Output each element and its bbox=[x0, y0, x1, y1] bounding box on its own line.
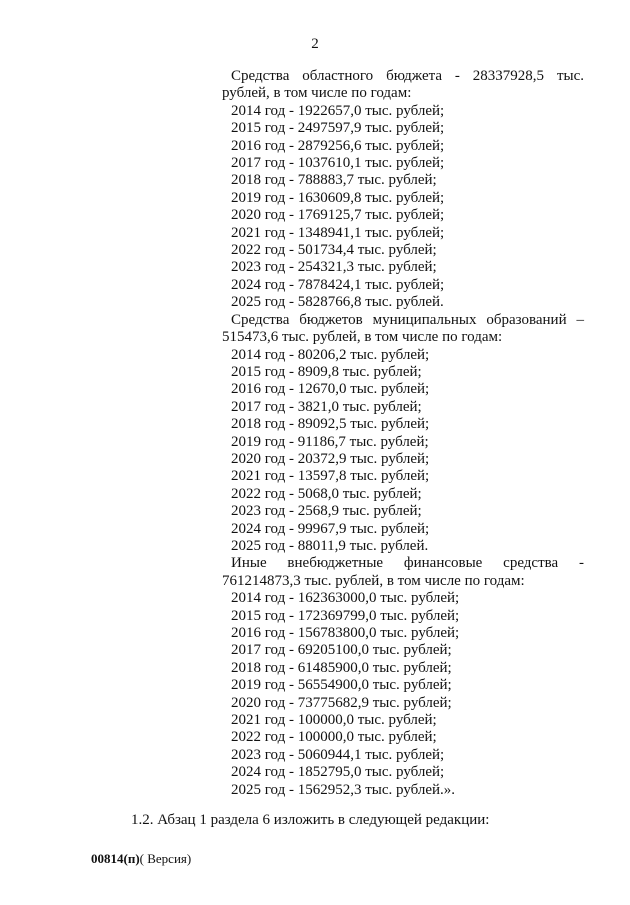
year-item: 2015 год - 2497597,9 тыс. рублей; bbox=[231, 120, 445, 137]
year-item: 2018 год - 61485900,0 тыс. рублей; bbox=[231, 659, 452, 676]
page-number: 2 bbox=[311, 36, 319, 52]
funding-content bbox=[222, 68, 584, 799]
document-version: ( Версия) bbox=[139, 851, 192, 866]
section-heading-continuation: 761214873,3 тыс. рублей, в том числе по годам: bbox=[222, 572, 525, 589]
year-item: 2014 год - 1922657,0 тыс. рублей; bbox=[231, 102, 445, 119]
year-item: 2021 год - 100000,0 тыс. рублей; bbox=[231, 712, 437, 729]
year-item: 2019 год - 1630609,8 тыс. рублей; bbox=[231, 189, 445, 206]
document-footer bbox=[91, 851, 191, 867]
year-item: 2025 год - 1562952,3 тыс. рублей.». bbox=[231, 781, 456, 798]
section-heading-continuation: 515473,6 тыс. рублей, в том числе по годам: bbox=[222, 329, 503, 346]
year-item: 2016 год - 2879256,6 тыс. рублей; bbox=[231, 137, 445, 154]
year-item: 2018 год - 788883,7 тыс. рублей; bbox=[231, 172, 437, 189]
year-item: 2022 год - 5068,0 тыс. рублей; bbox=[231, 485, 422, 502]
extrabudgetary-section bbox=[222, 555, 584, 799]
year-item: 2025 год - 5828766,8 тыс. рублей. bbox=[231, 294, 444, 311]
year-item: 2017 год - 1037610,1 тыс. рублей; bbox=[231, 155, 445, 172]
year-item: 2017 год - 69205100,0 тыс. рублей; bbox=[231, 642, 452, 659]
year-item: 2016 год - 156783800,0 тыс. рублей; bbox=[231, 625, 460, 641]
year-item: 2018 год - 89092,5 тыс. рублей; bbox=[231, 416, 430, 433]
year-item: 2015 год - 172369799,0 тыс. рублей; bbox=[231, 607, 460, 624]
year-item: 2024 год - 1852795,0 тыс. рублей; bbox=[231, 764, 445, 781]
municipal-budget-section bbox=[222, 312, 584, 556]
year-item: 2023 год - 254321,3 тыс. рублей; bbox=[231, 259, 437, 276]
section-heading-continuation: рублей, в том числе по годам: bbox=[222, 85, 412, 102]
year-item: 2021 год - 1348941,1 тыс. рублей; bbox=[231, 224, 445, 241]
section-heading: Средства областного бюджета - 28337928,5 тыс. bbox=[231, 68, 584, 84]
amendment-paragraph: 1.2. Абзац 1 раздела 6 изложить в следующей редакции: bbox=[131, 812, 490, 828]
year-item: 2019 год - 56554900,0 тыс. рублей; bbox=[231, 677, 452, 694]
year-item: 2017 год - 3821,0 тыс. рублей; bbox=[231, 398, 422, 415]
year-item: 2015 год - 8909,8 тыс. рублей; bbox=[231, 363, 422, 380]
year-item: 2023 год - 5060944,1 тыс. рублей; bbox=[231, 746, 445, 763]
year-item: 2022 год - 501734,4 тыс. рублей; bbox=[231, 242, 437, 259]
year-item: 2024 год - 7878424,1 тыс. рублей; bbox=[231, 276, 445, 293]
year-item: 2014 год - 162363000,0 тыс. рублей; bbox=[231, 590, 460, 607]
section-heading: Иные внебюджетные финансовые средства - bbox=[231, 555, 584, 572]
section-heading: Средства бюджетов муниципальных образований – bbox=[231, 311, 584, 328]
year-item: 2022 год - 100000,0 тыс. рублей; bbox=[231, 729, 437, 746]
year-item: 2014 год - 80206,2 тыс. рублей; bbox=[231, 346, 430, 363]
year-item: 2019 год - 91186,7 тыс. рублей; bbox=[231, 433, 429, 450]
document-code: 00814(п) bbox=[91, 851, 140, 866]
year-item: 2025 год - 88011,9 тыс. рублей. bbox=[231, 537, 429, 554]
year-item: 2020 год - 73775682,9 тыс. рублей; bbox=[231, 694, 452, 711]
year-item: 2024 год - 99967,9 тыс. рублей; bbox=[231, 520, 430, 537]
year-item: 2020 год - 20372,9 тыс. рублей; bbox=[231, 450, 430, 467]
regional-budget-section bbox=[222, 68, 584, 312]
year-item: 2021 год - 13597,8 тыс. рублей; bbox=[231, 468, 430, 485]
year-item: 2016 год - 12670,0 тыс. рублей; bbox=[231, 381, 430, 398]
year-item: 2020 год - 1769125,7 тыс. рублей; bbox=[231, 207, 445, 224]
year-item: 2023 год - 2568,9 тыс. рублей; bbox=[231, 503, 422, 520]
